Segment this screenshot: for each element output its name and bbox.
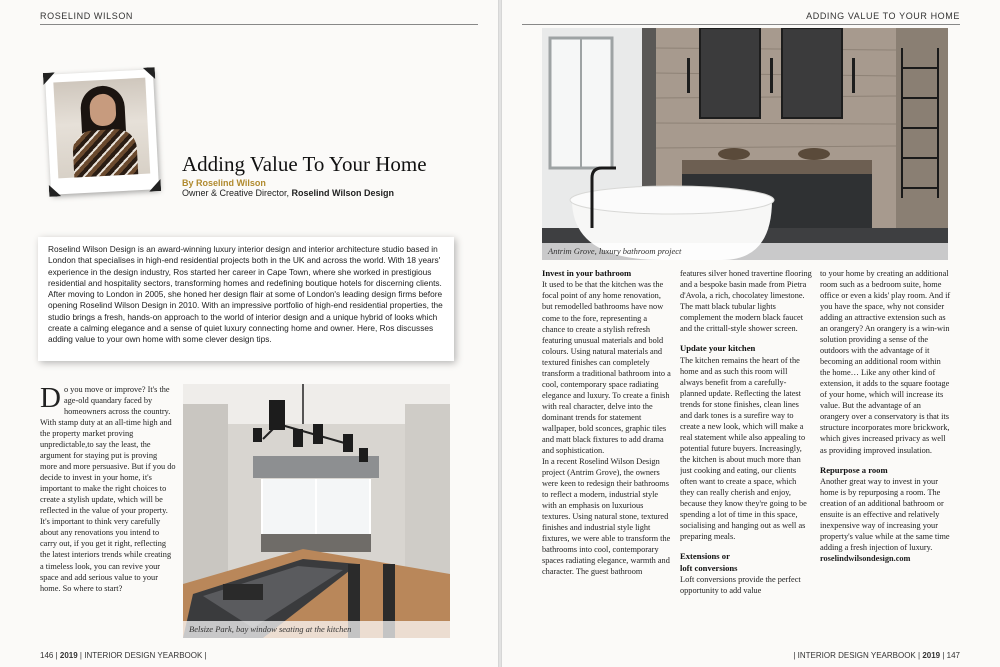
running-head-right: ADDING VALUE TO YOUR HOME [806, 11, 960, 21]
paragraph: It used to be that the kitchen was the focal point of any home renovation, but remodelled bathrooms have now come to the fore, representing a chance to create a stylish refresh featuring unusual materials and bold colours. Using natural materials and textured finishes can completely transform a traditional bathroom into a cool, contemporary space radiating elegance and luxury. To create a finish with real character, delve into the dominant trends for statement wallpaper, bold sconces, graphic tiles and matt black fixtures to add drama and sophistication. [542, 280, 671, 455]
bathroom-illustration [542, 28, 948, 260]
kitchen-illustration [183, 384, 450, 638]
section-heading: Invest in your bathroom [542, 268, 632, 278]
paragraph: The kitchen remains the heart of the home and as such this room will always benefit from a carefully-planned update. Reflecting the latest trends for stone finishes, clean lines and dark tones is a surefire way to create a new look, which will make a real statement while also appealing to potential future buyers. Increasingly, the kitchen is about much more than just cooking and eating, our clients often want to create a space, which they can really cherish and enjoy, because they know they're going to be spending a lot of time in this space, socialising and hanging out as well as preparing meals. [680, 355, 807, 542]
header-rule-left [40, 24, 478, 25]
paragraph: In a recent Roselind Wilson Design project (Antrim Grove), the owners were keen to redesign their bathrooms to reflect a modern, industrial style with an emphasis on luxurious textures. Using natural stone, textured finishes and industrial style light fixtures, we were able to transform the bathrooms into cool, contemporary spaces radiating elegance, warmth and character. The guest bathroom [542, 456, 671, 577]
paragraph: Do you move or improve? It's the age-old quandary faced by homeowners across the country. [40, 384, 171, 417]
paragraph: to your home by creating an additional room such as a bedroom suite, home office or even a kids' play room. And if you have the space, why not consider adding an attractive extension such as an orangery? An orangery is a win-win solution providing a sense of the outdoors with the advantage of it becoming an additional room within the home… Like any other kind of extension, it adds to the square footage of your home, which will increase its value. But the advantage of an orangery over a conservatory is that its structure incorporates more brickwork, which gives increased privacy as well as providing improved insulation. [820, 269, 951, 455]
left-page [0, 0, 498, 667]
photo-caption: Belsize Park, bay window seating at the kitchen [183, 621, 450, 638]
byline: By Roselind Wilson [182, 178, 266, 188]
kitchen-photo [183, 384, 450, 638]
article-title: Adding Value To Your Home [182, 152, 427, 176]
section-heading: Extensions or loft conversions [680, 551, 738, 573]
paragraph: features silver honed travertine flooring and a bespoke basin made from Pietra d'Avola, a rich, chocolatey limestone. The matt black tubular lights complement the modern black faucet and the crittall-style shower screen. [680, 269, 812, 334]
publication-name: INTERIOR DESIGN YEARBOOK [84, 651, 203, 660]
dropcap: D [40, 384, 61, 414]
page-number: 146 [40, 651, 54, 660]
paragraph: With stamp duty at an all-time high and the property market proving unpredictable,to say the least, the argument for staying put is proving more and more persuasive. But if you do decide to invest in your home, it's important to make the right choices to create a stylish update, which will be reflected in the value of your property. [40, 418, 176, 516]
website-link[interactable]: roselindwilsondesign.com [820, 554, 911, 564]
intro-box: Roselind Wilson Design is an award-winning luxury interior design and interior architecture studio based in London that specialises in high-end residential projects both in the UK and across the world. With 18 years' experience in the design industry, Ros started her career in Cape Town, where she worked in prestigious residential and hospitality sectors, transforming homes and redefining boutique hotels for discerning clients. After moving to London in 2005, she honed her design flair at some of London's leading design firms before opening Roselind Wilson Design in 2010. With an impressive portfolio of high-end residential properties, the studio brings a fresh, hands-on approach to the world of interior design and a unique hybrid of looks which create a calming elegance and a sense of quiet luxury connecting home and owner. Here, Ros discusses adding value to your own home with some clever design tips. [38, 237, 454, 361]
column-right-2 [680, 268, 812, 640]
column-right-1 [542, 268, 672, 640]
paragraph: Another great way to invest in your home is by repurposing a room. The creation of an additional bathroom or ensuite is an effective and relatively inexpensive way of increasing your property's value while at the same time adding a fresh injection of luxury. [820, 476, 950, 553]
portrait-photo [53, 78, 150, 179]
footer-year: 2019 [59, 651, 78, 660]
author-role: Owner & Creative Director, Roselind Wilson Design [182, 188, 394, 198]
column-right-3 [820, 268, 952, 640]
article-title-block [182, 152, 427, 198]
author-portrait [45, 69, 159, 194]
photo-corner-icon [149, 179, 162, 192]
footer-year: 2019 [922, 651, 941, 660]
column-left-1 [40, 384, 176, 638]
header-rule-right [522, 24, 960, 25]
photo-caption: Antrim Grove, luxury bathroom project [542, 243, 948, 260]
publication-name: INTERIOR DESIGN YEARBOOK [797, 651, 916, 660]
section-heading: Update your kitchen [680, 343, 756, 354]
paragraph: It's important to think very carefully about any renovations you intend to carry out, if you get it right, reflecting the latest interiors trends while creating a timeless look, you can revive your space and add serious value to your home. So where to start? [40, 517, 172, 593]
footer-right: | INTERIOR DESIGN YEARBOOK | 2019 | 147 [793, 651, 960, 660]
bathroom-photo [542, 28, 948, 260]
page-number: 147 [946, 651, 960, 660]
company-name: Roselind Wilson Design [291, 188, 394, 198]
footer-left: 146 | 2019 | INTERIOR DESIGN YEARBOOK | [40, 651, 207, 660]
section-heading: Repurpose a room [820, 464, 888, 475]
right-page [502, 0, 1000, 667]
paragraph: Loft conversions provide the perfect opportunity to add value [680, 574, 801, 596]
running-head-left: ROSELIND WILSON [40, 11, 134, 21]
photo-corner-icon [49, 184, 62, 197]
